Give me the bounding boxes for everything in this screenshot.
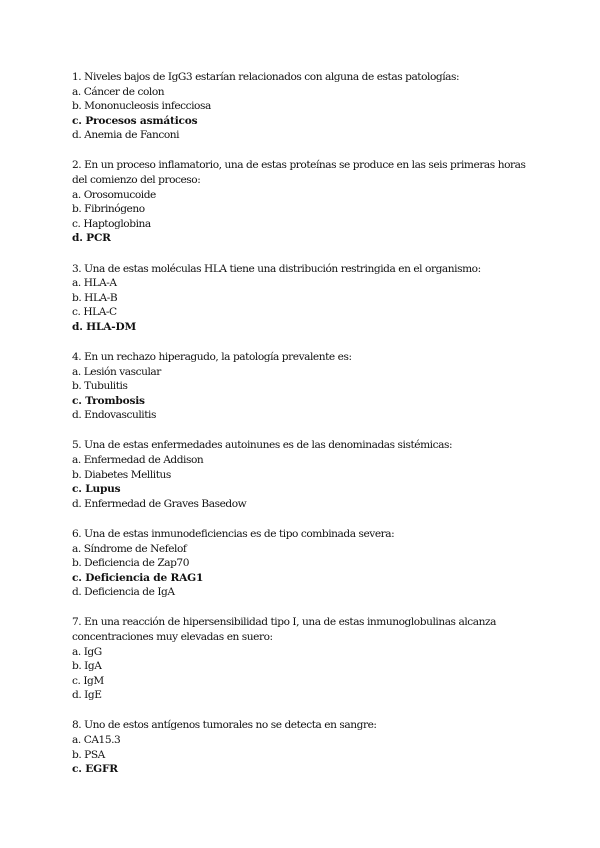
option-c-correct: c. Deficiencia de RAG1	[72, 571, 204, 584]
question-stem: 2. En un proceso inflamatorio, una de estas proteínas se produce en las seis primeras horas del comienzo del proceso:	[72, 159, 526, 187]
question-1	[72, 70, 542, 143]
option-d: d. Endovasculitis	[72, 409, 156, 422]
question-6	[72, 527, 542, 600]
question-7	[72, 615, 542, 703]
question-stem: 1. Niveles bajos de IgG3 estarían relacionados con alguna de estas patologías:	[72, 71, 460, 83]
option-a: a. Enfermedad de Addison	[72, 454, 204, 467]
question-stem: 4. En un rechazo hiperagudo, la patología prevalente es:	[72, 351, 352, 363]
option-b: b. Deficiencia de Zap70	[72, 557, 190, 570]
option-a: a. Orosomucoide	[72, 188, 156, 201]
option-c: c. IgM	[72, 674, 104, 687]
option-c-correct: c. Lupus	[72, 483, 121, 496]
question-8	[72, 718, 542, 776]
exam-document	[72, 70, 542, 792]
option-a: a. HLA-A	[72, 277, 117, 290]
option-a: a. Cáncer de colon	[72, 85, 165, 98]
option-a: a. CA15.3	[72, 734, 121, 747]
option-d: d. Deficiencia de IgA	[72, 586, 175, 599]
option-d-correct: d. PCR	[72, 232, 111, 245]
question-5	[72, 438, 542, 511]
question-stem: 8. Uno de estos antígenos tumorales no se detecta en sangre:	[72, 719, 377, 732]
question-4	[72, 350, 542, 423]
question-3	[72, 262, 542, 335]
option-b: b. Fibrinógeno	[72, 203, 145, 216]
question-2	[72, 158, 542, 246]
question-stem: 6. Una de estas inmunodeficiencias es de tipo combinada severa:	[72, 527, 395, 540]
option-a: a. IgG	[72, 645, 102, 658]
option-b: b. PSA	[72, 748, 105, 761]
option-d: d. Enfermedad de Graves Basedow	[72, 497, 247, 510]
option-d: d. Anemia de Fanconi	[72, 129, 180, 142]
option-b: b. HLA-B	[72, 291, 118, 304]
option-c: c. Haptoglobina	[72, 217, 151, 230]
option-d-correct: d. HLA-DM	[72, 320, 136, 333]
option-b: b. Tubulitis	[72, 380, 128, 393]
option-c-correct: c. EGFR	[72, 763, 118, 776]
option-a: a. Lesión vascular	[72, 365, 161, 378]
option-b: b. Diabetes Mellitus	[72, 468, 171, 481]
option-c-correct: c. Trombosis	[72, 394, 145, 407]
option-b: b. Mononucleosis infecciosa	[72, 100, 211, 113]
question-stem: 3. Una de estas moléculas HLA tiene una distribución restringida en el organismo:	[72, 262, 481, 275]
option-a: a. Síndrome de Nefelof	[72, 542, 187, 555]
question-stem: 5. Una de estas enfermedades autoinunes es de las denominadas sistémicas:	[72, 439, 453, 452]
option-c: c. HLA-C	[72, 306, 117, 319]
option-d: d. IgE	[72, 689, 102, 702]
question-stem: 7. En una reacción de hipersensibilidad tipo I, una de estas inmunoglobulinas alcanza concentraciones muy elevadas en suero:	[72, 616, 496, 643]
option-c-correct: c. Procesos asmáticos	[72, 114, 198, 127]
option-b: b. IgA	[72, 660, 102, 673]
